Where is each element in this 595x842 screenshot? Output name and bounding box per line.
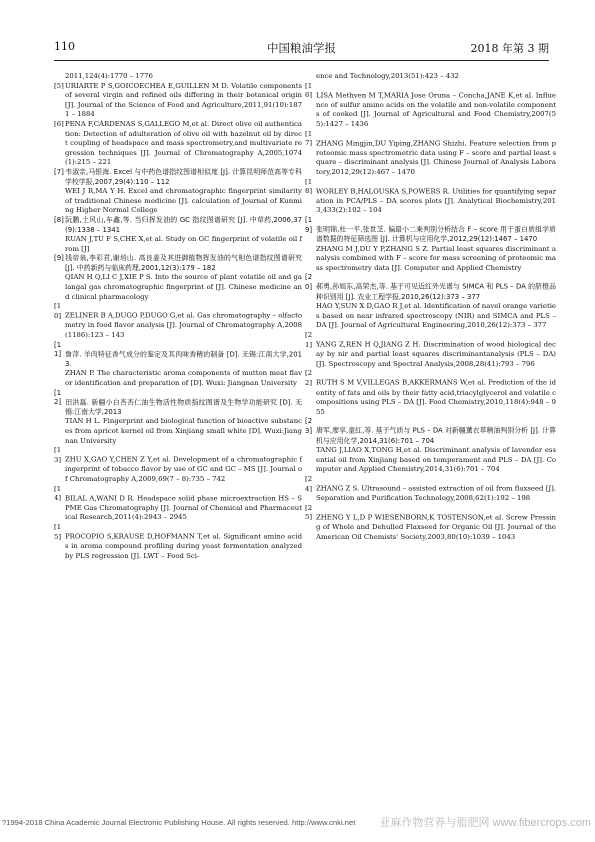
- reference-entry: [54, 120, 302, 168]
- reference-text: RUAN J,TU F S,CHE X,et al. Study on GC fingerprint of volatile oil from [J]: [65, 235, 302, 253]
- reference-text: PENA F,CÁRDENAS S,GALLEGO M,et al. Direct olive oil authentication: Detection of adulteration of olive oil with hazelnut oil by direct coupling of headspace and mass spectrometry,and multivariate regression techniques [J]. Journal of Chromatography A,2005,1074(1):215 – 221: [65, 119, 302, 167]
- reference-entry: [305, 369, 556, 417]
- reference-entry: [305, 446, 556, 475]
- issue-label: 2018 年第 3 期: [470, 42, 549, 55]
- reference-text: 张明锦,杜一平,张世芝. 偏最小二乘判别分析结合 F – score 用于蛋白质组学质谱数据的特征筛选图 [J]. 计算机与应用化学,2012,29(12):1467 – 1470: [316, 225, 556, 244]
- reference-entry: [54, 168, 302, 187]
- reference-entry: [54, 485, 302, 523]
- reference-entry: [54, 417, 302, 446]
- reference-number: [5]: [54, 81, 64, 90]
- reference-entry: [54, 72, 302, 82]
- reference-text: RUTH S M V,VILLEGAS B,AKKERMANS W,et al. Prediction of the identity of fats and oils by their fatty acid,triacylglycerol and volatile compositions using PLS – DA [J]. Food Chemistry,2010,118(4):948 – 955: [316, 379, 556, 416]
- references-left-column: [54, 72, 302, 561]
- reference-text: 韦淑亲,马银海. Excel 与中药色谱指纹图谱相似度 [J]. 计算昆明师范高等专科学校学报,2007,29(4):110 – 112: [65, 167, 302, 186]
- reference-entry: [54, 341, 302, 370]
- reference-entry: [54, 82, 302, 120]
- reference-entry: [54, 216, 302, 235]
- reference-text: 詹萍. 羊肉特征香气成分的鉴定及其肉味香精的制备 [D]. 无锡:江南大学,2013.: [65, 350, 302, 368]
- reference-entry: [54, 369, 302, 388]
- reference-number: [11]: [54, 340, 62, 359]
- reference-number: [13]: [54, 446, 62, 464]
- reference-text: LISA Methven M T,MARIA Jose Oruna – Concha,JANE K,et al. Influence of sulfur amino acids on the volatile and non-volatile components of cooked [J]. Journal of Agricultural and Food Chemistry,2007(55):1427 – 1436: [316, 91, 556, 128]
- reference-text: ence and Technology,2013(51):423 – 432: [316, 72, 459, 80]
- reference-text: TIAN H L. Fingerprint and biological function of bioactive substances from apricot kernel oil from Xinjiang small white [D]. Wuxi:Jiangnan University: [65, 417, 302, 445]
- journal-title: 中国粮油学报: [267, 41, 336, 55]
- reference-entry: [305, 331, 556, 369]
- watermark-text: 亚麻作物营养与脂肥网 www.fibercrops.com: [379, 817, 591, 829]
- reference-entry: [54, 523, 302, 561]
- reference-text: WORLEY B,HALOUSKA S,POWERS R. Utilities for quantifying separation in PCA/PLS – DA scores plots [J]. Analytical Biochemistry,2013,433(2):102 – 104: [316, 187, 556, 215]
- reference-entry: [54, 254, 302, 273]
- reference-entry: [54, 273, 302, 302]
- reference-number: [19]: [305, 215, 313, 234]
- reference-text: ZHAN P. The characteristic aroma components of mutton meat flavor identification and preparation of [D]. Wuxi: Jiangnan University: [65, 369, 302, 387]
- copyright-notice: ?1994-2018 China Academic Journal Electronic Publishing House. All rights reserved. http://www.cnki.net: [2, 818, 356, 827]
- page-number: 110: [54, 40, 75, 53]
- reference-entry: [54, 446, 302, 484]
- reference-entry: [54, 187, 302, 216]
- reference-text: 郝勇,孙旭东,高荣杰,等. 基于可见近红外光谱与 SIMCA 和 PLS – DA 的脐橙品种识别用 [J]. 农业工程学报,2010,26(12):373 – 377: [316, 283, 556, 301]
- reference-number: [10]: [54, 302, 62, 320]
- reference-entry: [305, 417, 556, 446]
- page-header: [54, 40, 549, 58]
- reference-entry: [305, 130, 556, 178]
- reference-text: ZHANG Mingjin,DU Yiping,ZHANG Shizhi. Feature selection from proteomic mass spectrometric data using F – score and partial least square – discriminant analysis [J]. Chinese Journal of Analysis Laboratory,2012,29(12):467 – 1470: [316, 139, 556, 176]
- reference-entry: [305, 245, 556, 274]
- header-rule: [54, 60, 549, 61]
- reference-entry: [305, 504, 556, 542]
- reference-number: [21]: [305, 331, 313, 349]
- reference-number: [22]: [305, 369, 313, 387]
- reference-text: HAO Y,SUN X D,GAO R J,et al. Identification of navel orange varieties based on near infrared spectroscopy (NIR) and SIMCA and PLS – DA [J]. Journal of Agricultural Engineering,2010,26(12):373 – 377: [316, 302, 556, 330]
- reference-text: TANG J,LIAO X,TONG H,et al. Discriminant analysis of lavender essential oil from Xinjiang based on temperament and PLS – DA [J]. Computer and Applied Chemistry,2014,31(6):701 – 704: [316, 446, 556, 474]
- reference-number: [17]: [305, 129, 313, 148]
- reference-number: [18]: [305, 177, 313, 196]
- reference-number: [6]: [54, 119, 64, 128]
- reference-text: ZHENG Y L,D P WIESENBORN,K TOSTENSON,et al. Screw Pressing of Whole and Dehulled Flaxseed for Organic Oil [J]. Journal of the American Oil Chemists' Society,2003,80(10):1039 – 1043: [316, 513, 556, 541]
- reference-text: YANG Z,REN H Q,JIANG Z H. Discrimination of wood biological decay by nir and partial least squares discriminantanalysis (PLS – DA) [J]. Spectroscopy and Spectral Analysis,2008,28(41):793 – 796: [316, 340, 556, 368]
- reference-text: PROCOPIO S,KRAUSE D,HOFMANN T,et al. Significant amino acids in aroma compound profiling during yeast fermentation analyzed by PLS regression [J]. LWT – Food Sci-: [65, 532, 302, 560]
- reference-number: [16]: [305, 81, 313, 100]
- reference-text: URIARTE P S,GOICOECHEA E,GUILLEN M D. Volatile components of several virgin and refined oils differing in their botanical origin [J]. Journal of the Science of Food and Agriculture,2011,91(10):1871 – 1884: [65, 81, 302, 119]
- reference-entry: [305, 72, 556, 82]
- reference-text: ZHU X,GAO Y,CHEN Z Y,et al. Development of a chromatographic fingerprint of tobacco flavor by use of GC and GC – MS [J]. Journal of Chromatography A,2009,69(7 – 8):735 – 742: [65, 455, 302, 483]
- references-right-column: [305, 72, 556, 542]
- reference-number: [20]: [305, 273, 313, 292]
- reference-number: [14]: [54, 484, 62, 503]
- reference-number: [25]: [305, 503, 313, 522]
- reference-text: WEI J R,MA Y H. Excel and chromatographic fingerprint similarity of traditional Chinese medicine [J]. calculation of Journal of Kunming Higher Normal College: [65, 187, 302, 215]
- reference-number: [7]: [54, 167, 64, 176]
- reference-text: 唐军,廖享,童红,等. 基于气质与 PLS – DA 对新疆薰衣草精油判别分析 [J]. 计算机与应用化学,2014,31(6):701 – 704: [316, 426, 556, 445]
- reference-entry: [305, 216, 556, 245]
- reference-text: ZHANG Z S. Ultrasound – assisted extraction of oil from flaxseed [J]. Separation and Purification Technology,2008,62(1):192 – 198: [316, 484, 556, 503]
- reference-text: ZELINER B A,DUGO P,DUGO G,et al. Gas chromatography – olfactometry in food flavor analysis [J]. Journal of Chromatography A,2008(1186):123 – 143: [65, 311, 302, 340]
- reference-number: [9]: [54, 254, 64, 263]
- reference-entry: [305, 178, 556, 216]
- reference-number: [12]: [54, 388, 62, 407]
- reference-text: 阮鹏,土风山,车鑫,等. 当归挥发油的 GC 指纹图谱研究 [J]. 中草药,2006,37(9):1338 – 1341: [65, 215, 302, 234]
- reference-number: [15]: [54, 522, 62, 541]
- reference-text: BILAL A,WANI D R. Headspace solid phase microextraction HS – SPME Gas Chromatography [J]. Journal of Chemical and Pharmaceutical Research,2011(4):2943 – 2945: [65, 494, 302, 522]
- reference-text: ZHANG M J,DU Y P,ZHANG S Z. Partial least squares discriminant analysis combined with F – score for mass screening of proteomic mass spectrometry data [J]. Computer and Applied Chemistry: [316, 244, 556, 272]
- reference-entry: [305, 302, 556, 331]
- reference-number: [24]: [305, 474, 313, 493]
- reference-number: [8]: [54, 215, 64, 224]
- reference-entry: [54, 389, 302, 418]
- reference-entry: [305, 273, 556, 302]
- reference-entry: [54, 235, 302, 254]
- reference-entry: [305, 82, 556, 130]
- reference-entry: [305, 475, 556, 504]
- reference-text: 钱帝泉,李彩君,谢培山. 高良姜及其进御植物挥发油的气相色谱指纹图谱研究 [J]. 中药新药与临床药理,2001,12(3):179 – 182: [65, 254, 302, 272]
- reference-text: QIAN H Q,LI C J,XIE P S. Into the source of plant volatile oil and galangal gas chromatographic fingerprint of [J]. Chinese medicine and clinical pharmacology: [65, 273, 302, 301]
- reference-text: 2011,124(4):1770 – 1776: [65, 72, 153, 80]
- reference-number: [23]: [305, 417, 313, 435]
- reference-text: 田洪磊. 新疆小白杏杏仁油生物活性物质指纹图谱及生物学功能研究 [D]. 无锡:江南大学,2013: [65, 398, 302, 416]
- reference-entry: [54, 302, 302, 340]
